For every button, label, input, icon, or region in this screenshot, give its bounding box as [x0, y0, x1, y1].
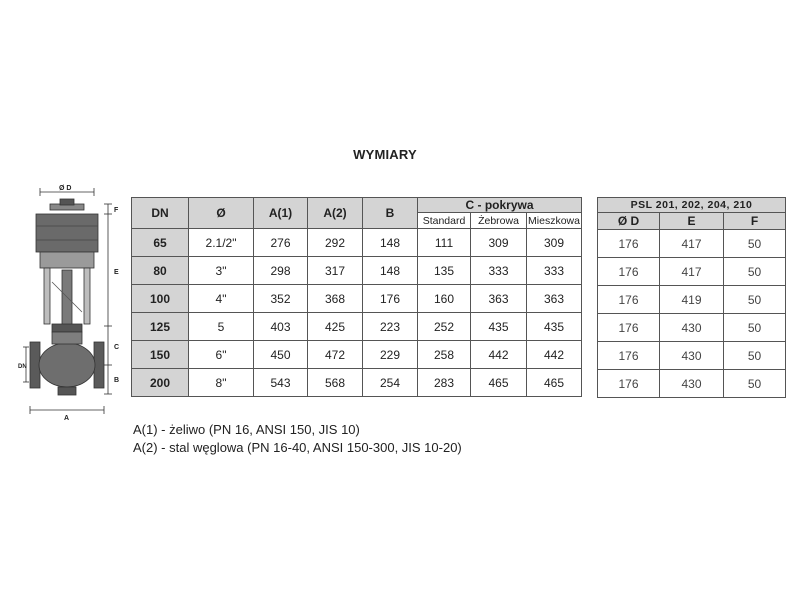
cell-c-standard: 258 [418, 341, 471, 369]
cell-dn: 150 [132, 341, 189, 369]
cell-c-mieszkowa: 435 [527, 313, 582, 341]
label-b: B [114, 377, 120, 384]
header-dn: DN [132, 198, 189, 229]
header-c-pokrywa: C - pokrywa [418, 198, 582, 213]
cell-f: 50 [724, 314, 786, 342]
cell-f: 50 [724, 286, 786, 314]
cell-e: 430 [660, 342, 724, 370]
cell-e: 430 [660, 370, 724, 398]
cell-dn: 100 [132, 285, 189, 313]
header-c-mieszkowa: Mieszkowa [528, 214, 580, 227]
label-dn: DN [18, 364, 27, 370]
cell-e: 430 [660, 314, 724, 342]
cell-c-mieszkowa: 309 [527, 229, 582, 257]
cell-a1: 276 [254, 229, 308, 257]
label-f: F [114, 207, 119, 214]
table-row [132, 369, 582, 397]
cell-f: 50 [724, 230, 786, 258]
cell-a1: 403 [254, 313, 308, 341]
cell-b: 148 [363, 257, 418, 285]
cell-a2: 568 [308, 369, 363, 397]
cell-b: 176 [363, 285, 418, 313]
dimensions-table [131, 197, 582, 397]
cell-dn: 65 [132, 229, 189, 257]
table-row [598, 314, 786, 342]
label-a: A [64, 415, 70, 422]
cell-a1: 450 [254, 341, 308, 369]
cell-phi-d: 176 [598, 258, 660, 286]
cell-c-mieszkowa: 465 [527, 369, 582, 397]
cell-a2: 425 [308, 313, 363, 341]
table-row [598, 258, 786, 286]
header-f: F [724, 213, 786, 230]
cell-c-mieszkowa: 333 [527, 257, 582, 285]
cell-a1: 352 [254, 285, 308, 313]
cell-phi: 6" [189, 341, 254, 369]
material-notes [133, 421, 462, 457]
page-title: WYMIARY [353, 147, 417, 162]
cell-phi-d: 176 [598, 342, 660, 370]
valve-dimension-drawing [18, 182, 130, 422]
cell-c-standard: 160 [418, 285, 471, 313]
cell-c-zebrowa: 333 [471, 257, 527, 285]
cell-phi: 8" [189, 369, 254, 397]
header-c-standard: Standard [418, 213, 471, 229]
cell-phi: 4" [189, 285, 254, 313]
cell-dn: 80 [132, 257, 189, 285]
cell-c-zebrowa: 309 [471, 229, 527, 257]
cell-a2: 317 [308, 257, 363, 285]
cell-b: 229 [363, 341, 418, 369]
table-row [132, 313, 582, 341]
header-a1: A(1) [254, 198, 308, 229]
table-row [132, 285, 582, 313]
cell-a2: 368 [308, 285, 363, 313]
cell-c-zebrowa: 363 [471, 285, 527, 313]
psl-dimensions-table [597, 197, 786, 398]
header-phi: Ø [189, 198, 254, 229]
cell-a1: 298 [254, 257, 308, 285]
cell-a2: 472 [308, 341, 363, 369]
cell-a1: 543 [254, 369, 308, 397]
label-e: E [114, 269, 119, 276]
table-row [598, 370, 786, 398]
cell-c-standard: 283 [418, 369, 471, 397]
header-e: E [660, 213, 724, 230]
cell-c-standard: 111 [418, 229, 471, 257]
cell-phi-d: 176 [598, 230, 660, 258]
cell-c-standard: 135 [418, 257, 471, 285]
cell-f: 50 [724, 370, 786, 398]
table-row [598, 342, 786, 370]
cell-e: 417 [660, 230, 724, 258]
cell-c-zebrowa: 465 [471, 369, 527, 397]
cell-dn: 200 [132, 369, 189, 397]
cell-a2: 292 [308, 229, 363, 257]
header-psl: PSL 201, 202, 204, 210 [598, 198, 786, 213]
cell-phi: 3" [189, 257, 254, 285]
cell-e: 419 [660, 286, 724, 314]
cell-c-mieszkowa: 442 [527, 341, 582, 369]
header-a2: A(2) [308, 198, 363, 229]
note-a2: A(2) - stal węglowa (PN 16-40, ANSI 150-300, JIS 10-20) [133, 440, 462, 455]
cell-c-zebrowa: 442 [471, 341, 527, 369]
header-c-zebrowa: Żebrowa [471, 213, 527, 229]
cell-e: 417 [660, 258, 724, 286]
table-row [132, 341, 582, 369]
cell-phi-d: 176 [598, 314, 660, 342]
header-phi-d: Ø D [598, 213, 660, 230]
cell-phi-d: 176 [598, 286, 660, 314]
table-row [598, 286, 786, 314]
cell-b: 223 [363, 313, 418, 341]
table-row [598, 230, 786, 258]
cell-f: 50 [724, 342, 786, 370]
table-row [132, 229, 582, 257]
cell-b: 148 [363, 229, 418, 257]
cell-phi: 2.1/2" [189, 229, 254, 257]
note-a1: A(1) - żeliwo (PN 16, ANSI 150, JIS 10) [133, 422, 360, 437]
cell-dn: 125 [132, 313, 189, 341]
label-phi-d: Ø D [59, 185, 72, 192]
cell-phi: 5 [189, 313, 254, 341]
cell-c-standard: 252 [418, 313, 471, 341]
header-b: B [363, 198, 418, 229]
table-row [132, 257, 582, 285]
cell-b: 254 [363, 369, 418, 397]
cell-phi-d: 176 [598, 370, 660, 398]
cell-f: 50 [724, 258, 786, 286]
cell-c-mieszkowa: 363 [527, 285, 582, 313]
cell-c-zebrowa: 435 [471, 313, 527, 341]
label-c: C [114, 344, 120, 351]
